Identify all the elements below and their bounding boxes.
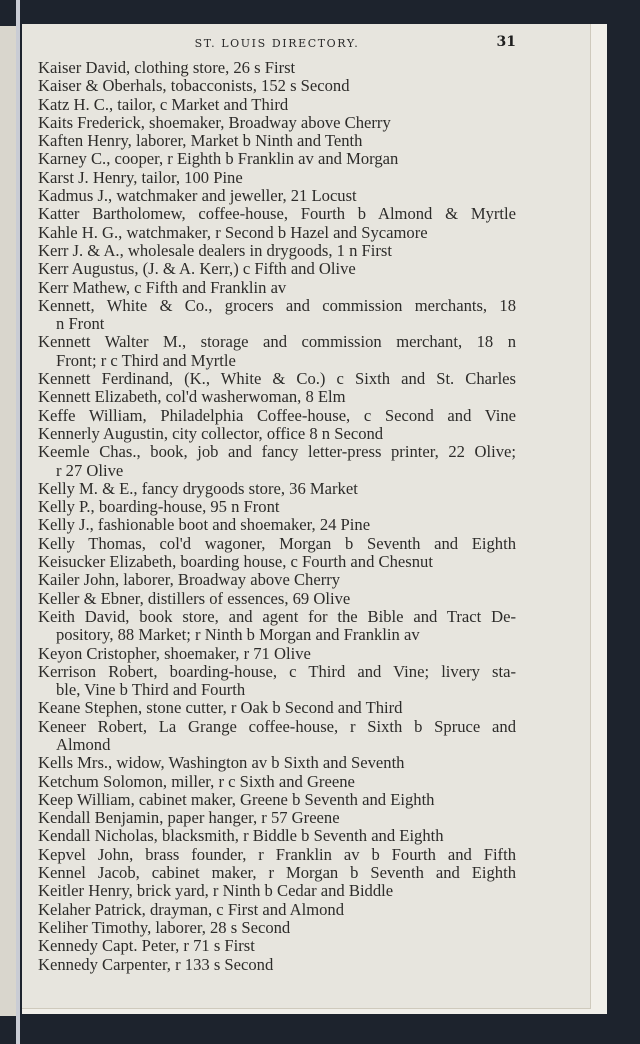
- directory-entry: Keith David, book store, and agent for the Bible and Tract De-: [38, 606, 516, 626]
- directory-entry: Kepvel John, brass founder, r Franklin av b Fourth and Fifth: [38, 844, 516, 864]
- directory-entry: Kaits Frederick, shoemaker, Broadway above Cherry: [38, 112, 391, 132]
- directory-entry: Kennel Jacob, cabinet maker, r Morgan b Seventh and Eighth: [38, 863, 516, 883]
- directory-entry: Kerr J. & A., wholesale dealers in drygoods, 1 n First: [38, 240, 392, 260]
- directory-entry: Kendall Benjamin, paper hanger, r 57 Greene: [38, 808, 340, 828]
- directory-entry: Keisucker Elizabeth, boarding house, c Fourth and Chesnut: [38, 552, 433, 572]
- directory-entry: Kaften Henry, laborer, Market b Ninth and Tenth: [38, 131, 363, 151]
- directory-entry: Ketchum Solomon, miller, r c Sixth and Greene: [38, 771, 355, 791]
- directory-entry: Kendall Nicholas, blacksmith, r Biddle b Seventh and Eighth: [38, 826, 444, 846]
- directory-entry: Katter Bartholomew, coffee-house, Fourth b Almond & Myrtle: [38, 204, 516, 224]
- directory-entry: Kelaher Patrick, drayman, c First and Almond: [38, 899, 344, 919]
- directory-entry: Keffe William, Philadelphia Coffee-house, c Second and Vine: [38, 405, 516, 425]
- directory-entry: Kells Mrs., widow, Washington av b Sixth and Seventh: [38, 753, 405, 773]
- entry-continuation-line: Almond: [56, 734, 111, 754]
- directory-entry: Kerr Mathew, c Fifth and Franklin av: [38, 277, 287, 297]
- directory-entry: Keep William, cabinet maker, Greene b Seventh and Eighth: [38, 789, 435, 809]
- directory-entry: Keliher Timothy, laborer, 28 s Second: [38, 917, 291, 937]
- directory-entry: Kaiser & Oberhals, tobacconists, 152 s Second: [38, 76, 350, 96]
- facing-page-edge: [0, 26, 16, 1016]
- running-title: ST. LOUIS DIRECTORY.: [194, 37, 360, 50]
- directory-entry: Keyon Cristopher, shoemaker, r 71 Olive: [38, 643, 311, 663]
- directory-entry: Kelly P., boarding-house, 95 n Front: [38, 497, 280, 517]
- binding-edge: [16, 0, 20, 1044]
- entry-continuation-line: r 27 Olive: [56, 460, 124, 480]
- directory-entry: Kennett Ferdinand, (K., White & Co.) c Sixth and St. Charles: [38, 369, 516, 389]
- directory-entry: Keane Stephen, stone cutter, r Oak b Second and Third: [38, 698, 403, 718]
- directory-entry: Kelly Thomas, col'd wagoner, Morgan b Seventh and Eighth: [38, 533, 516, 553]
- directory-entry: Keitler Henry, brick yard, r Ninth b Cedar and Biddle: [38, 881, 394, 901]
- directory-entry: Kennett Elizabeth, col'd washerwoman, 8 Elm: [38, 387, 346, 407]
- entry-continuation-line: n Front: [56, 314, 105, 334]
- directory-entry: Kerrison Robert, boarding-house, c Third and Vine; livery sta-: [38, 661, 516, 681]
- page-header: [38, 34, 516, 52]
- directory-entry: Kennett Walter M., storage and commission merchant, 18 n: [38, 332, 516, 352]
- directory-entry: Kadmus J., watchmaker and jeweller, 21 Locust: [38, 186, 357, 206]
- directory-entry: Kahle H. G., watchmaker, r Second b Hazel and Sycamore: [38, 222, 428, 242]
- directory-entry: Keller & Ebner, distillers of essences, 69 Olive: [38, 588, 351, 608]
- directory-entry: Kennedy Carpenter, r 133 s Second: [38, 954, 274, 974]
- directory-entry: Keneer Robert, La Grange coffee-house, r Sixth b Spruce and: [38, 716, 516, 736]
- entry-continuation-line: Front; r c Third and Myrtle: [56, 350, 236, 370]
- page-number: 31: [496, 34, 516, 50]
- directory-entry: Kennedy Capt. Peter, r 71 s First: [38, 936, 255, 956]
- directory-entry: Keemle Chas., book, job and fancy letter-press printer, 22 Olive;: [38, 442, 516, 462]
- directory-entry: Kelly M. & E., fancy drygoods store, 36 Market: [38, 478, 358, 498]
- directory-entries: [38, 59, 516, 974]
- directory-entry: Kennerly Augustin, city collector, office 8 n Second: [38, 423, 384, 443]
- directory-entry: Karney C., cooper, r Eighth b Franklin av and Morgan: [38, 149, 399, 169]
- directory-entry: Kennett, White & Co., grocers and commission merchants, 18: [38, 295, 516, 315]
- directory-entry: Katz H. C., tailor, c Market and Third: [38, 94, 289, 114]
- entry-continuation-line: pository, 88 Market; r Ninth b Morgan and Franklin av: [56, 625, 420, 645]
- directory-entry: Kailer John, laborer, Broadway above Cherry: [38, 570, 341, 590]
- entry-continuation-line: ble, Vine b Third and Fourth: [56, 680, 246, 700]
- directory-entry: Karst J. Henry, tailor, 100 Pine: [38, 167, 243, 187]
- directory-entry: Kaiser David, clothing store, 26 s First: [38, 58, 296, 77]
- directory-entry: Kerr Augustus, (J. & A. Kerr,) c Fifth and Olive: [38, 259, 356, 279]
- directory-entry: Kelly J., fashionable boot and shoemaker, 24 Pine: [38, 515, 371, 535]
